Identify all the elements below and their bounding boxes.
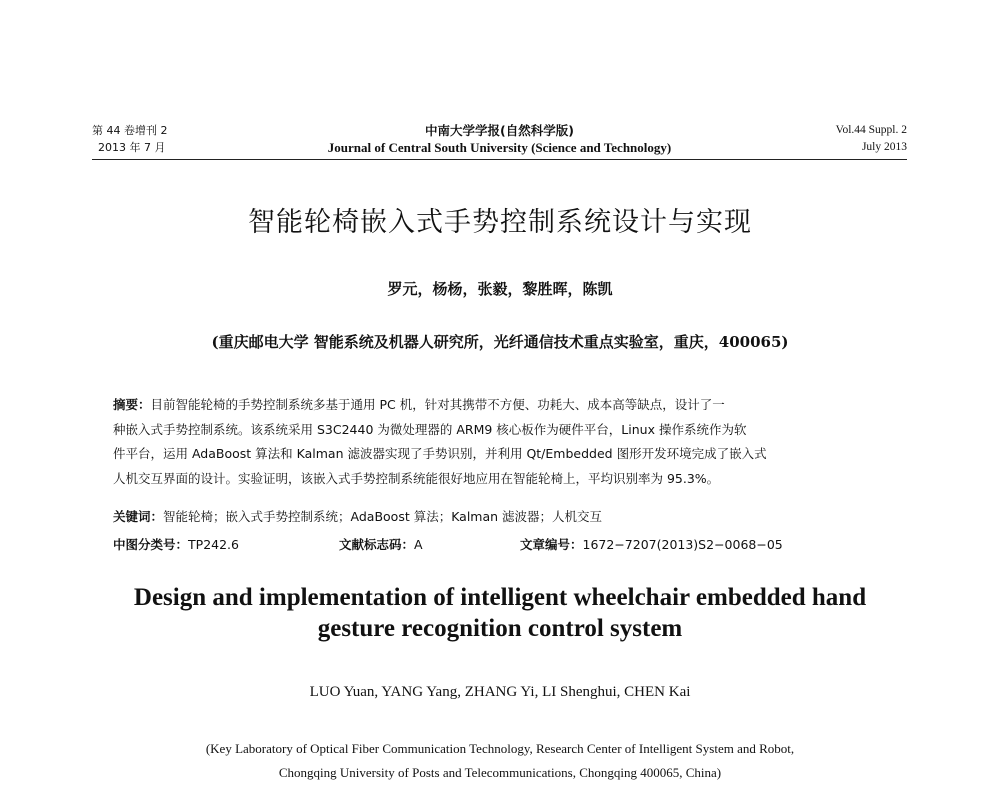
abstract-line: 人机交互界面的设计。实验证明，该嵌入式手势控制系统能很好地应用在智能轮椅上，平均识别率为 95.3%。 bbox=[113, 470, 720, 486]
header-volume: 第 44 卷增刊 2 bbox=[92, 124, 168, 137]
header-date-en: July 2013 bbox=[861, 141, 907, 153]
header-journal-name bbox=[92, 122, 907, 156]
abstract-line: 件平台，运用 AdaBoost 算法和 Kalman 滤波器实现了手势识别，并利用 Qt/Embedded 图形开发环境完成了嵌入式 bbox=[113, 446, 767, 461]
journal-name-cn: 中南大学学报(自然科学版) bbox=[425, 123, 574, 138]
keywords-label: 关键词： bbox=[113, 509, 164, 524]
header-vol-suppl: Vol.44 Suppl. 2 bbox=[835, 124, 907, 136]
document-code: 文献标志码：A bbox=[339, 537, 423, 552]
header-date-cn: 2013 年 7 月 bbox=[98, 141, 166, 154]
abstract-label: 摘要： bbox=[113, 397, 151, 412]
abstract-line: 种嵌入式手势控制系统。该系统采用 S3C2440 为微处理器的 ARM9 核心板作为硬件平台，Linux 操作系统作为软 bbox=[113, 421, 747, 437]
clc-number: 中图分类号：TP242.6 bbox=[113, 537, 239, 552]
title-en-line1: Design and implementation of intelligent wheelchair embedded hand bbox=[133, 584, 867, 611]
journal-name-en: Journal of Central South University (Science and Technology) bbox=[327, 140, 672, 155]
title-en-line2: gesture recognition control system bbox=[317, 615, 683, 642]
abstract-cn bbox=[113, 393, 885, 491]
authors-cn: 罗元，杨杨，张毅，黎胜晖，陈凯 bbox=[387, 280, 613, 298]
article-number: 文章编号：1672−7207(2013)S2−0068−05 bbox=[520, 537, 783, 552]
affiliation-en bbox=[0, 737, 1000, 785]
running-header bbox=[92, 122, 907, 162]
abstract-line: 摘要：目前智能轮椅的手势控制系统多基于通用 PC 机，针对其携带不方便、功耗大、成本高等缺点，设计了一 bbox=[113, 397, 725, 412]
keywords-cn bbox=[113, 507, 885, 525]
paper-title-en bbox=[0, 582, 1000, 644]
affiliation-en-line1: (Key Laboratory of Optical Fiber Communication Technology, Research Center of Intelligent System and Robot, bbox=[205, 741, 795, 756]
paper-title-cn: 智能轮椅嵌入式手势控制系统设计与实现 bbox=[248, 207, 752, 238]
header-rule bbox=[92, 159, 907, 160]
header-volume-en bbox=[836, 122, 907, 156]
affiliation-en-line2: Chongqing University of Posts and Telecommunications, Chongqing 400065, China) bbox=[278, 765, 722, 780]
authors-en: LUO Yuan, YANG Yang, ZHANG Yi, LI Shenghui, CHEN Kai bbox=[309, 684, 691, 700]
affiliation-cn: (重庆邮电大学 智能系统及机器人研究所，光纤通信技术重点实验室，重庆，400065) bbox=[211, 333, 789, 351]
classification-row bbox=[113, 535, 885, 555]
keywords-text: 智能轮椅；嵌入式手势控制系统；AdaBoost 算法；Kalman 滤波器；人机交互 bbox=[163, 509, 603, 524]
